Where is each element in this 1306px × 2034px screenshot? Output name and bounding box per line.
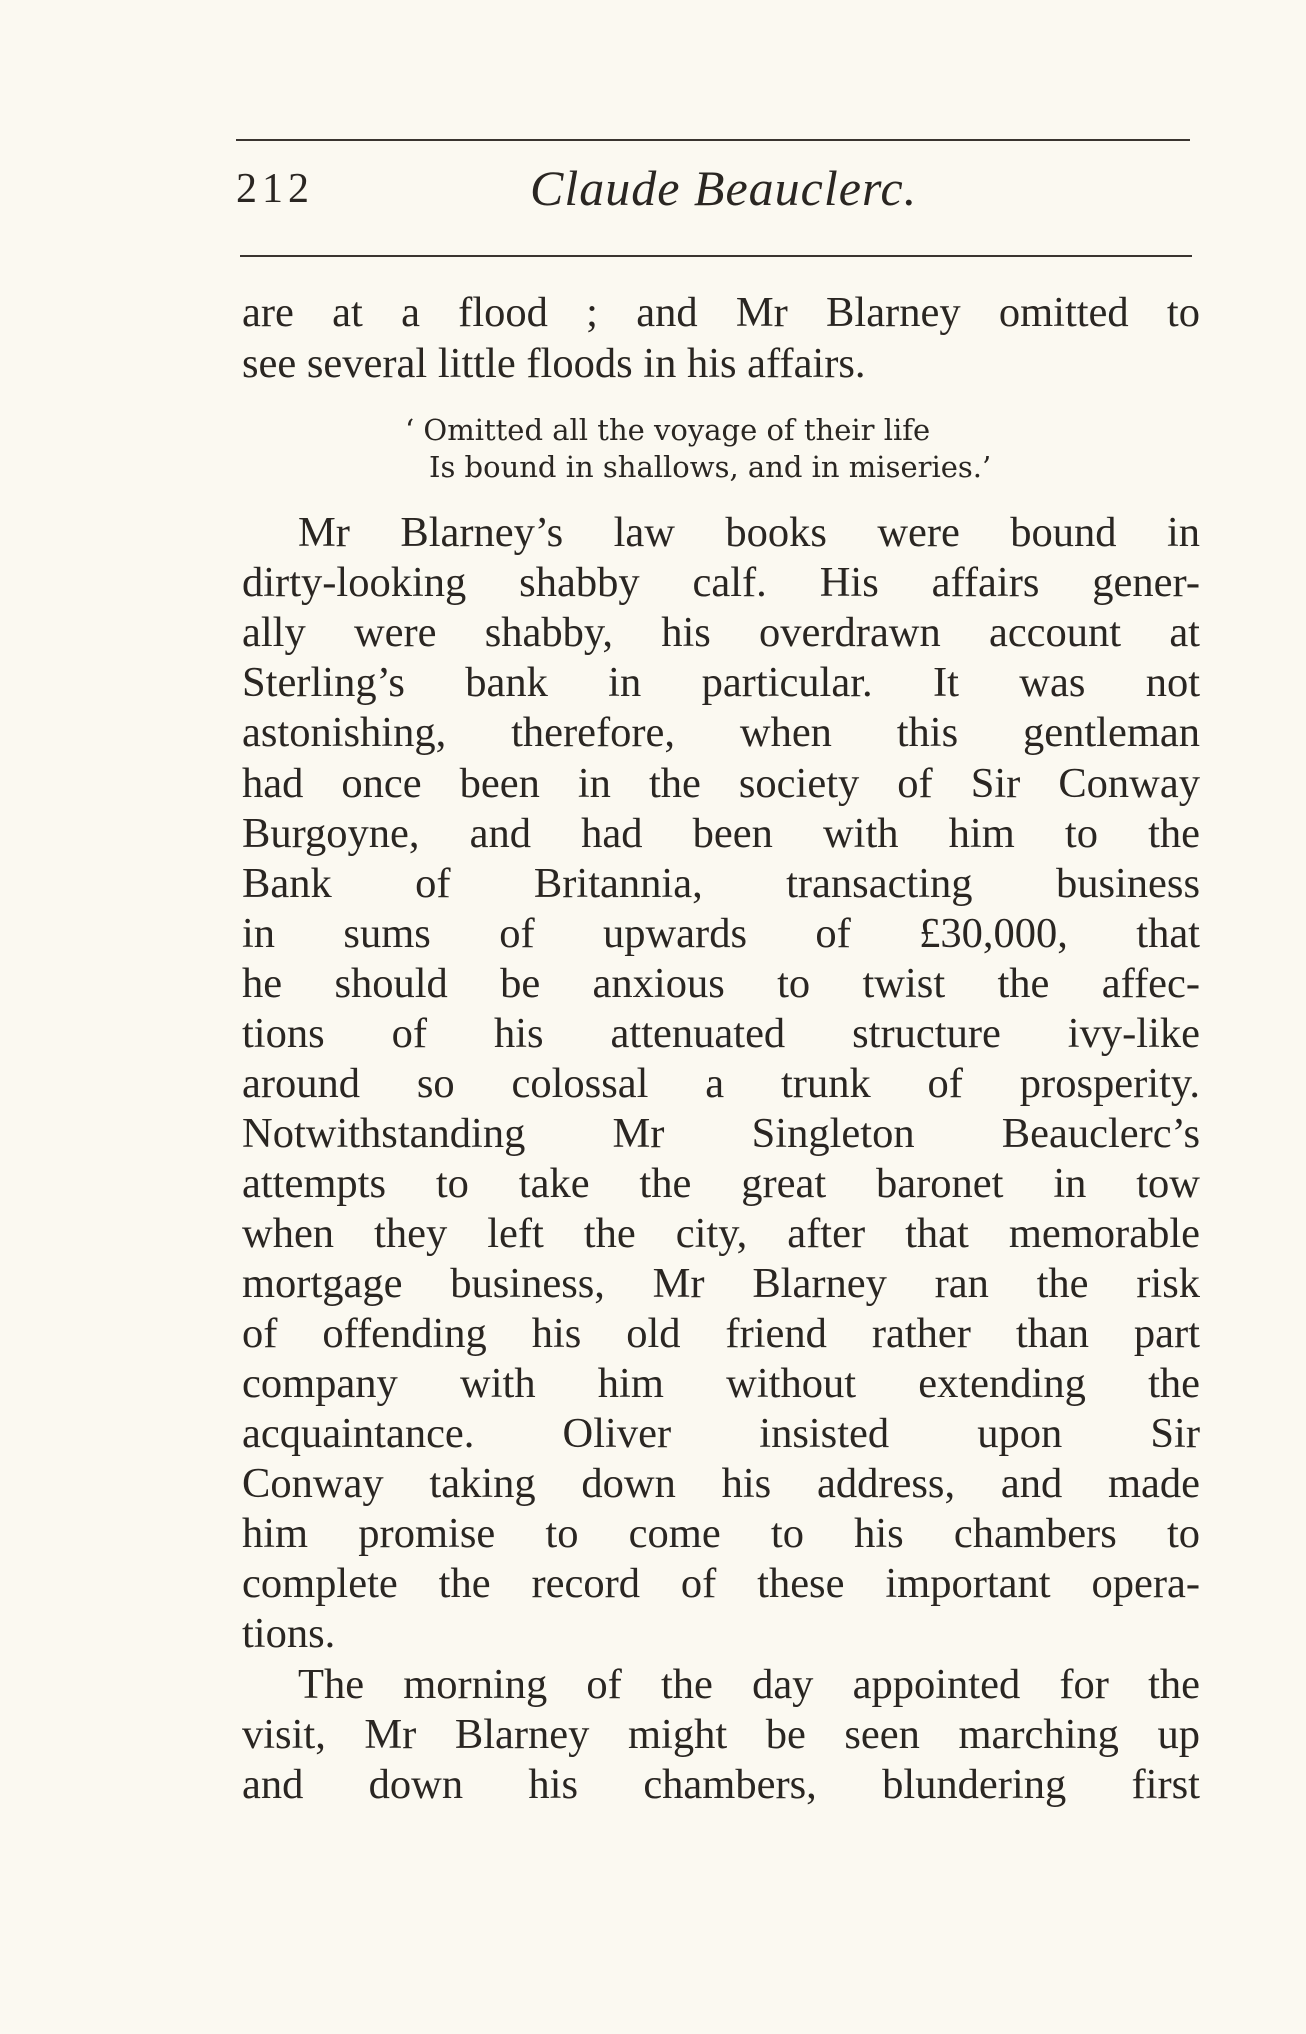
text-line: him promise to come to his chambers to xyxy=(242,1510,1200,1557)
text-line: tions. xyxy=(242,1610,336,1657)
text-line: dirty-looking shabby calf. His affairs gener- xyxy=(242,559,1200,606)
page-number: 212 xyxy=(236,166,314,212)
text-line: acquaintance. Oliver insisted upon Sir xyxy=(242,1410,1200,1457)
text-line: company with him without extending the xyxy=(242,1360,1200,1407)
text-line: of offending his old friend rather than part xyxy=(242,1310,1200,1357)
text-line: Conway taking down his address, and made xyxy=(242,1460,1200,1507)
text-line: attempts to take the great baronet in tow xyxy=(242,1160,1200,1207)
text-line: see several little floods in his affairs. xyxy=(242,340,866,387)
header-rule-bottom xyxy=(240,255,1192,257)
text-line: around so colossal a trunk of prosperity. xyxy=(242,1060,1200,1107)
text-line: The morning of the day appointed for the xyxy=(298,1661,1200,1708)
quote-line: Is bound in shallows, and in miseries.’ xyxy=(429,450,992,484)
text-line: Notwithstanding Mr Singleton Beauclerc’s xyxy=(242,1110,1200,1157)
text-line: Mr Blarney’s law books were bound in xyxy=(298,509,1200,556)
text-line: complete the record of these important opera- xyxy=(242,1560,1200,1607)
text-line: Burgoyne, and had been with him to the xyxy=(242,810,1200,857)
text-line: are at a flood ; and Mr Blarney omitted to xyxy=(242,289,1200,336)
text-line: Sterling’s bank in particular. It was not xyxy=(242,659,1200,706)
text-line: Bank of Britannia, transacting business xyxy=(242,860,1200,907)
text-line: and down his chambers, blundering first xyxy=(242,1761,1200,1808)
text-line: in sums of upwards of £30,000, that xyxy=(242,910,1200,957)
text-line: mortgage business, Mr Blarney ran the risk xyxy=(242,1260,1200,1307)
text-line: visit, Mr Blarney might be seen marching up xyxy=(242,1711,1200,1758)
text-line: tions of his attenuated structure ivy-like xyxy=(242,1010,1200,1057)
text-line: he should be anxious to twist the affec- xyxy=(242,960,1200,1007)
text-line: ally were shabby, his overdrawn account at xyxy=(242,609,1200,656)
header-rule-top xyxy=(236,139,1190,141)
text-line: astonishing, therefore, when this gentleman xyxy=(242,709,1200,756)
text-line: had once been in the society of Sir Conway xyxy=(242,760,1200,807)
quote-line: ‘ Omitted all the voyage of their life xyxy=(405,413,931,447)
text-line: when they left the city, after that memorable xyxy=(242,1210,1200,1257)
running-title: Claude Beauclerc. xyxy=(530,160,918,216)
